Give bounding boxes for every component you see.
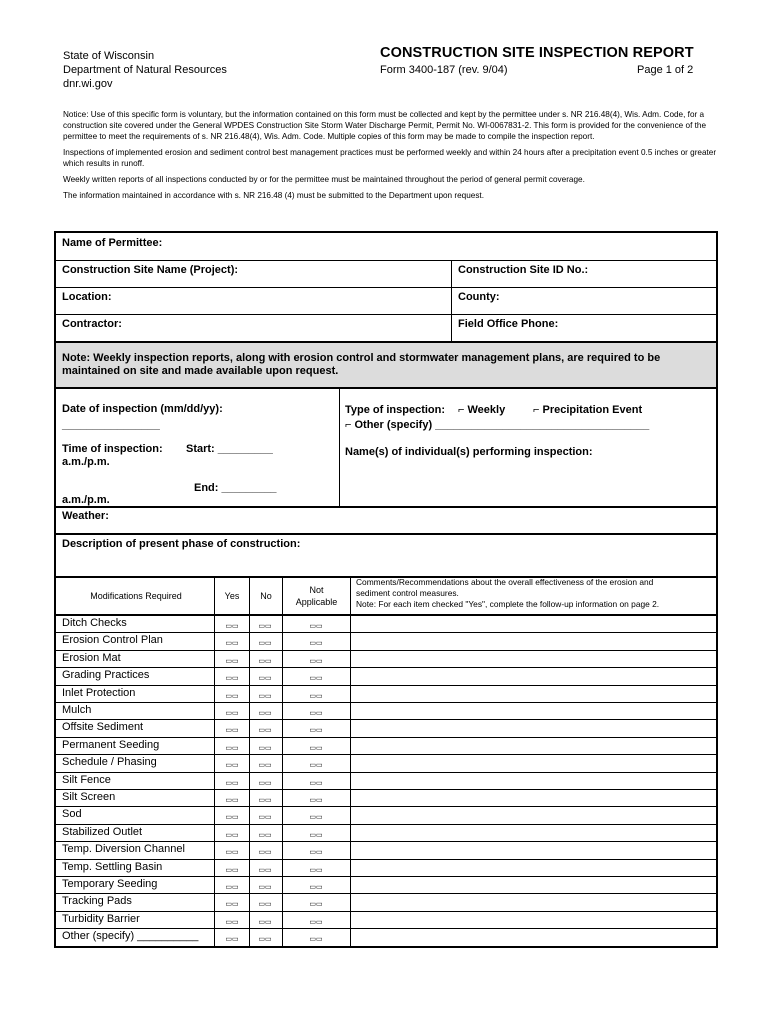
- no-checkbox[interactable]: ▭▭: [258, 849, 272, 857]
- end-time-field[interactable]: End: _________: [194, 482, 277, 494]
- checklist-item-label: Permanent Seeding: [62, 738, 160, 751]
- col-comments: [356, 577, 716, 610]
- yes-checkbox[interactable]: ▭▭: [225, 710, 239, 717]
- yes-checkbox[interactable]: ▭▭: [225, 623, 239, 630]
- no-checkbox[interactable]: ▭▭: [258, 762, 272, 770]
- no-checkbox[interactable]: ▭▭: [258, 831, 272, 839]
- no-checkbox[interactable]: ▭▭: [258, 640, 272, 648]
- checklist-item-label: Silt Fence: [62, 773, 111, 786]
- not-applicable-checkbox[interactable]: ▭▭: [309, 779, 323, 787]
- date-of-inspection-label: Date of inspection (mm/dd/yy):: [62, 403, 223, 415]
- col-comments-line1: Comments/Recommendations about the overall effectiveness of the erosion and: [356, 577, 654, 587]
- page-number: Page 1 of 2: [637, 64, 694, 76]
- not-applicable-checkbox[interactable]: ▭▭: [309, 762, 323, 770]
- not-applicable-checkbox[interactable]: ▭▭: [309, 640, 323, 648]
- notice-inspections: Inspections of implemented erosion and sediment control best management practices must be performed weekly and within 24 hours after a precipitation event 0.5 inches or greater which results in runoff.: [63, 148, 717, 168]
- no-checkbox[interactable]: ▭▭: [258, 866, 272, 874]
- yes-checkbox[interactable]: ▭▭: [225, 918, 239, 926]
- not-applicable-checkbox[interactable]: ▭▭: [309, 849, 323, 857]
- date-of-inspection-field[interactable]: ________________: [62, 419, 160, 431]
- no-checkbox[interactable]: ▭▭: [258, 884, 272, 891]
- form-title: CONSTRUCTION SITE INSPECTION REPORT: [380, 45, 694, 61]
- no-checkbox[interactable]: ▭▭: [258, 814, 272, 822]
- checklist-item-label: Schedule / Phasing: [62, 756, 157, 769]
- col-yes: Yes: [224, 591, 240, 601]
- yes-checkbox[interactable]: ▭▭: [225, 692, 239, 700]
- contractor-field[interactable]: Contractor:: [62, 318, 122, 330]
- not-applicable-checkbox[interactable]: ▭▭: [309, 814, 323, 822]
- weather-field[interactable]: Weather:: [62, 510, 109, 522]
- checklist-item-label: Mulch: [62, 704, 92, 716]
- yes-checkbox[interactable]: ▭▭: [225, 797, 239, 804]
- not-applicable-checkbox[interactable]: ▭▭: [309, 675, 323, 683]
- yes-checkbox[interactable]: ▭▭: [225, 866, 239, 874]
- not-applicable-checkbox[interactable]: ▭▭: [309, 657, 323, 665]
- notice-submission: The information maintained in accordance with s. NR 216.48 (4) must be submitted to the Department upon request.: [63, 191, 484, 200]
- col-comments-line2: sediment control measures.: [356, 588, 459, 598]
- other-type-checkbox[interactable]: ⌐ Other (specify) ___________________________________: [345, 419, 650, 431]
- no-checkbox[interactable]: ▭▭: [258, 727, 272, 735]
- not-applicable-checkbox[interactable]: ▭▭: [309, 727, 323, 735]
- checklist-item-label: Offsite Sediment: [62, 721, 144, 734]
- permittee-field[interactable]: Name of Permittee:: [62, 237, 163, 249]
- notice-voluntary: Notice: Use of this specific form is voluntary, but the information contained on this form must be collected and kept by the permittee under s. NR 216.48(4), Wis. Adm. Code, for a construction site covered under the General WPDES Construction Site Storm Water Discharge Permit, Permit No. WI-0067831-2. This form is provided for the convenience of the permittee to meet the requirements of s. NR 216.48(4), Wis. Adm. Code. Multiple copies of this form may be made to compile the inspection report.: [63, 110, 706, 141]
- yes-checkbox[interactable]: ▭▭: [225, 675, 239, 683]
- no-checkbox[interactable]: ▭▭: [258, 675, 272, 683]
- not-applicable-checkbox[interactable]: ▭▭: [309, 936, 323, 944]
- county-field[interactable]: County:: [458, 291, 500, 303]
- checklist-item-label: Ditch Checks: [62, 617, 127, 629]
- not-applicable-checkbox[interactable]: ▭▭: [309, 744, 323, 752]
- yes-checkbox[interactable]: ▭▭: [225, 884, 239, 891]
- site-name-field[interactable]: Construction Site Name (Project):: [62, 264, 239, 276]
- location-field[interactable]: Location:: [62, 291, 112, 303]
- agency-block: [63, 49, 227, 91]
- end-ampm: a.m./p.m.: [62, 494, 110, 506]
- no-checkbox[interactable]: ▭▭: [258, 692, 272, 700]
- yes-checkbox[interactable]: ▭▭: [225, 849, 239, 857]
- precipitation-event-checkbox[interactable]: ⌐ Precipitation Event: [533, 404, 643, 416]
- yes-checkbox[interactable]: ▭▭: [225, 901, 239, 909]
- checklist-item-label: Grading Practices: [62, 669, 150, 682]
- checklist-item-label: Temp. Diversion Channel: [62, 843, 185, 856]
- no-checkbox[interactable]: ▭▭: [258, 744, 272, 752]
- not-applicable-checkbox[interactable]: ▭▭: [309, 797, 323, 804]
- no-checkbox[interactable]: ▭▭: [258, 623, 272, 630]
- no-checkbox[interactable]: ▭▭: [258, 710, 272, 717]
- yes-checkbox[interactable]: ▭▭: [225, 762, 239, 770]
- start-time-field[interactable]: Start: _________: [186, 443, 273, 455]
- yes-checkbox[interactable]: ▭▭: [225, 814, 239, 822]
- checklist-item-label: Temp. Settling Basin: [62, 860, 163, 873]
- checklist-item-label: Silt Screen: [62, 791, 116, 803]
- no-checkbox[interactable]: ▭▭: [258, 936, 272, 944]
- field-office-phone-field[interactable]: Field Office Phone:: [458, 318, 559, 330]
- yes-checkbox[interactable]: ▭▭: [225, 779, 239, 787]
- checklist-item-label: Inlet Protection: [62, 686, 136, 699]
- agency-dept: Department of Natural Resources: [63, 64, 227, 76]
- checklist-item-label: Erosion Mat: [62, 651, 121, 664]
- checklist-item-label: Turbidity Barrier: [62, 912, 140, 925]
- weekly-checkbox[interactable]: ⌐ Weekly: [458, 404, 506, 416]
- no-checkbox[interactable]: ▭▭: [258, 918, 272, 926]
- yes-checkbox[interactable]: ▭▭: [225, 640, 239, 648]
- not-applicable-checkbox[interactable]: ▭▭: [309, 884, 323, 891]
- site-id-field[interactable]: Construction Site ID No.:: [458, 264, 589, 276]
- col-not-applicable-2: Applicable: [295, 597, 338, 607]
- yes-checkbox[interactable]: ▭▭: [225, 744, 239, 752]
- site-note: Note: Weekly inspection reports, along with erosion control and stormwater management plans, are required to be maintained on site and made available upon request.: [62, 352, 661, 377]
- not-applicable-checkbox[interactable]: ▭▭: [309, 692, 323, 700]
- notices: [63, 109, 723, 206]
- not-applicable-checkbox[interactable]: ▭▭: [309, 710, 323, 717]
- no-checkbox[interactable]: ▭▭: [258, 657, 272, 665]
- checklist-item-label: Tracking Pads: [62, 895, 132, 908]
- checklist-item-label: Sod: [62, 808, 82, 821]
- col-comments-line3: Note: For each item checked "Yes", complete the follow-up information on page 2.: [356, 599, 660, 609]
- not-applicable-checkbox[interactable]: ▭▭: [309, 831, 323, 839]
- not-applicable-checkbox[interactable]: ▭▭: [309, 901, 323, 909]
- form-number: Form 3400-187 (rev. 9/04): [380, 64, 508, 76]
- col-not-applicable-1: Not: [309, 585, 324, 595]
- inspectors-field[interactable]: Name(s) of individual(s) performing inspection:: [345, 446, 593, 458]
- time-of-inspection-label: Time of inspection:: [62, 443, 163, 455]
- not-applicable-checkbox[interactable]: ▭▭: [309, 918, 323, 926]
- checklist-item-label: Other (specify) __________: [62, 930, 199, 943]
- checklist-item-label: Erosion Control Plan: [62, 634, 163, 647]
- not-applicable-checkbox[interactable]: ▭▭: [309, 623, 323, 630]
- start-ampm: a.m./p.m.: [62, 456, 110, 468]
- checklist-item-label: Stabilized Outlet: [62, 825, 143, 838]
- agency-web: dnr.wi.gov: [63, 78, 113, 90]
- checklist-item-label: Temporary Seeding: [62, 878, 158, 890]
- no-checkbox[interactable]: ▭▭: [258, 779, 272, 787]
- yes-checkbox[interactable]: ▭▭: [225, 727, 239, 735]
- not-applicable-checkbox[interactable]: ▭▭: [309, 866, 323, 874]
- no-checkbox[interactable]: ▭▭: [258, 901, 272, 909]
- yes-checkbox[interactable]: ▭▭: [225, 831, 239, 839]
- notice-weekly-reports: Weekly written reports of all inspections conducted by or for the permittee must be maintained throughout the period of general permit coverage.: [63, 175, 585, 184]
- col-modifications: Modifications Required: [90, 591, 182, 601]
- col-no: No: [260, 591, 272, 601]
- phase-field[interactable]: Description of present phase of construction:: [62, 538, 301, 550]
- no-checkbox[interactable]: ▭▭: [258, 797, 272, 804]
- agency-state: State of Wisconsin: [63, 50, 155, 62]
- yes-checkbox[interactable]: ▭▭: [225, 936, 239, 944]
- yes-checkbox[interactable]: ▭▭: [225, 657, 239, 665]
- type-of-inspection-label: Type of inspection:: [345, 404, 446, 416]
